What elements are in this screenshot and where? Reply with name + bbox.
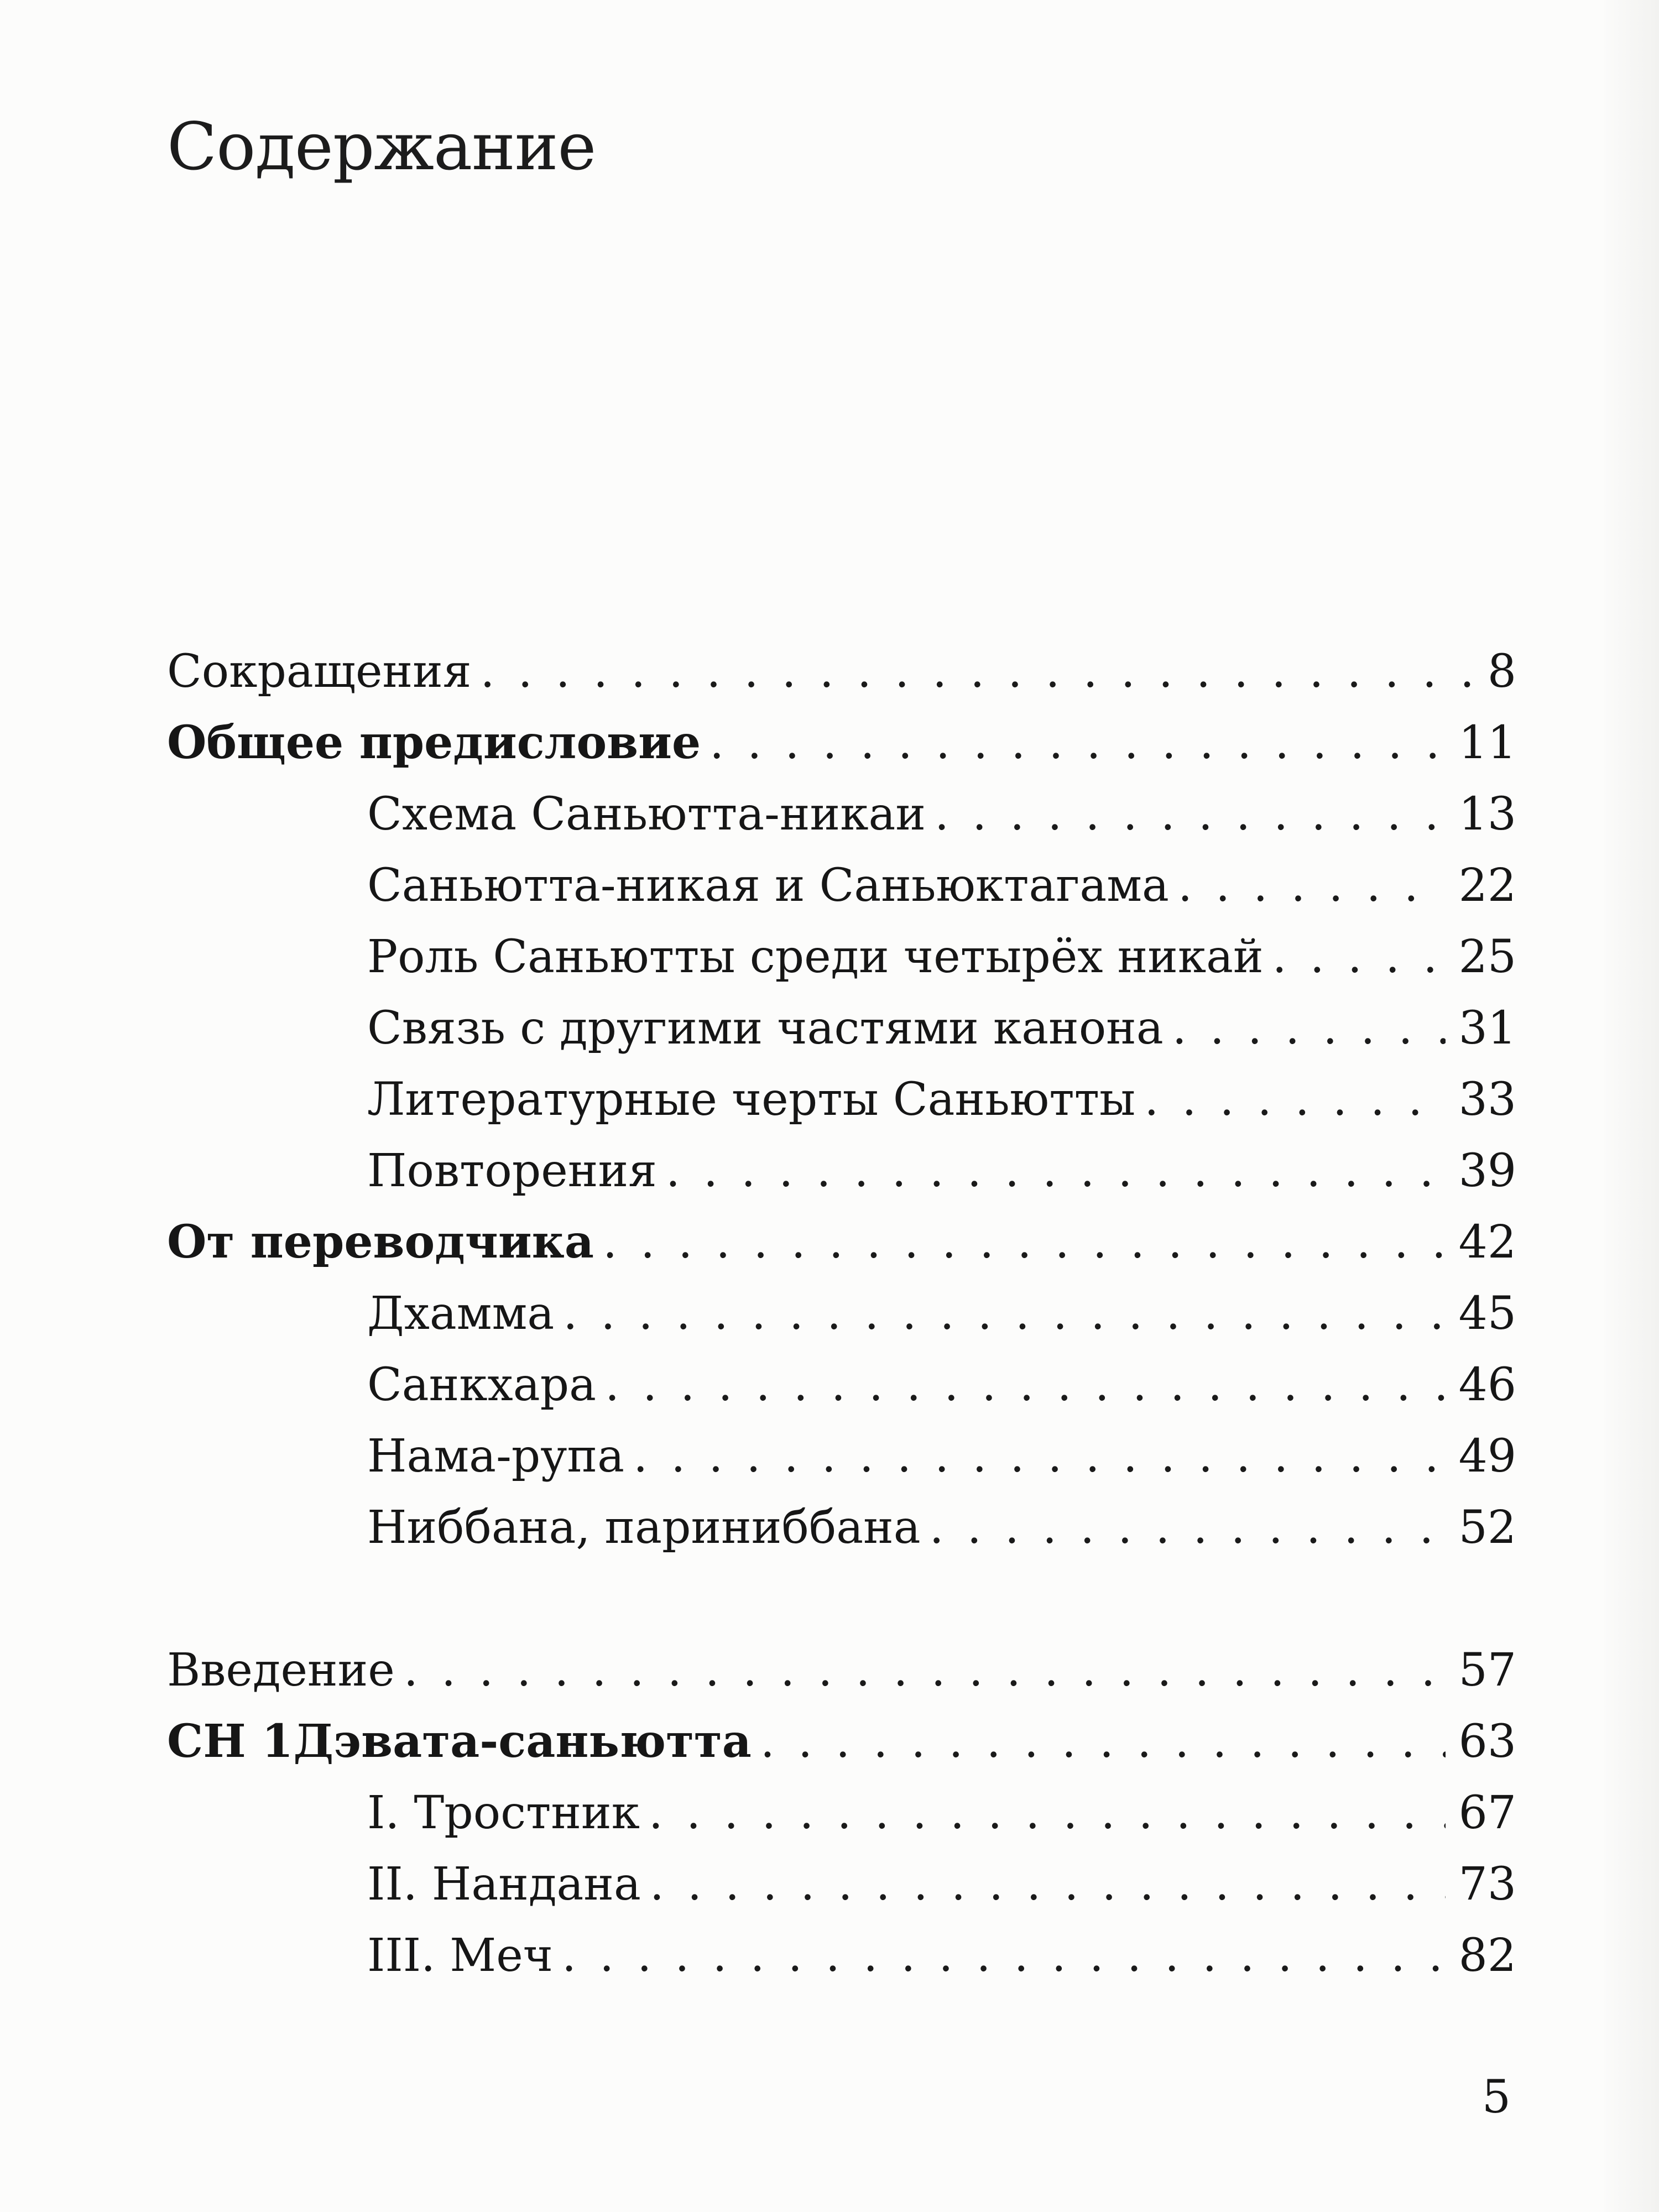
leader-dots — [481, 636, 1474, 707]
toc-entry-title: Роль Саньютты среди четырёх никай — [367, 931, 1264, 983]
toc-entry-title: Введение — [167, 1644, 395, 1697]
toc-entry-page: 82 — [1458, 1929, 1516, 1982]
leader-dots — [666, 1135, 1446, 1207]
toc-entry-translator[interactable] — [167, 1207, 1516, 1278]
leader-dots — [1144, 1064, 1445, 1135]
leader-dots — [1272, 921, 1446, 993]
toc-entry-title: Схема Саньютта-никаи — [367, 788, 926, 841]
leader-dots — [605, 1349, 1446, 1421]
toc-entry-title: Сокращения — [167, 645, 472, 698]
toc-entry-page: 31 — [1458, 1002, 1516, 1055]
toc-entry-page: 67 — [1458, 1787, 1516, 1839]
page-number: 5 — [1481, 2071, 1511, 2124]
leader-dots — [562, 1920, 1446, 1991]
leader-dots — [760, 1706, 1446, 1777]
toc-entry-page: 52 — [1458, 1501, 1516, 1554]
leader-dots — [1178, 850, 1446, 921]
toc-entry-nikaya-scheme[interactable] — [167, 779, 1516, 850]
toc-entry-title: От переводчика — [167, 1215, 594, 1269]
toc-entry-title: I. Тростник — [367, 1787, 640, 1839]
toc-entry-title: Общее предисловие — [167, 716, 701, 769]
toc-entry-title: Дэвата-саньютта — [293, 1715, 752, 1768]
toc-entry-title: Связь с другими частями канона — [367, 1002, 1164, 1055]
leader-dots — [404, 1635, 1446, 1706]
leader-dots — [633, 1421, 1446, 1492]
toc-entry-dhamma[interactable] — [167, 1278, 1516, 1349]
leader-dots — [603, 1207, 1446, 1278]
toc-entry-title: III. Меч — [367, 1929, 554, 1982]
toc-entry-sankhara[interactable] — [167, 1349, 1516, 1421]
toc-entry-label: СН 1 — [167, 1715, 294, 1768]
toc-entry-page: 25 — [1458, 931, 1516, 983]
leader-dots — [650, 1849, 1446, 1920]
toc-entry-nibbana[interactable] — [167, 1492, 1516, 1563]
toc-entry-page: 46 — [1458, 1359, 1516, 1411]
toc-entry-nama-rupa[interactable] — [167, 1421, 1516, 1492]
section-gap — [167, 1563, 1516, 1635]
page-edge-shadow — [1604, 0, 1659, 2212]
toc-entry-introduction[interactable] — [167, 1635, 1516, 1706]
toc-entry-page: 8 — [1487, 645, 1516, 698]
toc-entry-title: Ниббана, париниббана — [367, 1501, 921, 1554]
toc-entry-general-preface[interactable] — [167, 707, 1516, 779]
toc-entry-title: II. Нандана — [367, 1858, 641, 1911]
toc-entry-page: 42 — [1458, 1216, 1516, 1269]
toc-entry-page: 33 — [1458, 1073, 1516, 1126]
page-title: Содержание — [167, 108, 596, 185]
toc-entry-title: Литературные черты Саньютты — [367, 1073, 1136, 1126]
toc-entry-page: 39 — [1458, 1145, 1516, 1197]
leader-dots — [935, 779, 1446, 850]
toc-entry-title: Саньютта-никая и Саньюктагама — [367, 859, 1169, 912]
toc-entry-page: 57 — [1458, 1644, 1516, 1697]
toc-entry-connection[interactable] — [167, 993, 1516, 1064]
toc-entry-nikaya-agama[interactable] — [167, 850, 1516, 921]
leader-dots — [563, 1278, 1445, 1349]
toc-entry-role[interactable] — [167, 921, 1516, 993]
toc-entry-page: 73 — [1458, 1858, 1516, 1911]
toc-entry-page: 22 — [1458, 859, 1516, 912]
toc-entry-reed[interactable] — [167, 1777, 1516, 1849]
toc-entry-page: 11 — [1458, 717, 1516, 769]
toc-entry-page: 49 — [1458, 1430, 1516, 1483]
toc-entry-repetitions[interactable] — [167, 1135, 1516, 1207]
toc-entry-title: Повторения — [367, 1145, 657, 1197]
toc-entry-sn1[interactable] — [167, 1706, 1516, 1777]
toc-entry-literary[interactable] — [167, 1064, 1516, 1135]
toc-entry-title: Нама-рупа — [367, 1430, 625, 1483]
toc-entry-nandana[interactable] — [167, 1849, 1516, 1920]
leader-dots — [649, 1777, 1446, 1849]
toc-entry-title: Санкхара — [367, 1359, 597, 1411]
table-of-contents — [167, 636, 1516, 1991]
toc-entry-page: 13 — [1458, 788, 1516, 841]
toc-entry-page: 45 — [1458, 1287, 1516, 1340]
toc-entry-abbreviations[interactable] — [167, 636, 1516, 707]
leader-dots — [930, 1492, 1446, 1563]
leader-dots — [709, 707, 1446, 779]
toc-entry-title: Дхамма — [367, 1287, 555, 1340]
toc-entry-page: 63 — [1458, 1715, 1516, 1768]
leader-dots — [1172, 993, 1446, 1064]
toc-entry-sword[interactable] — [167, 1920, 1516, 1991]
